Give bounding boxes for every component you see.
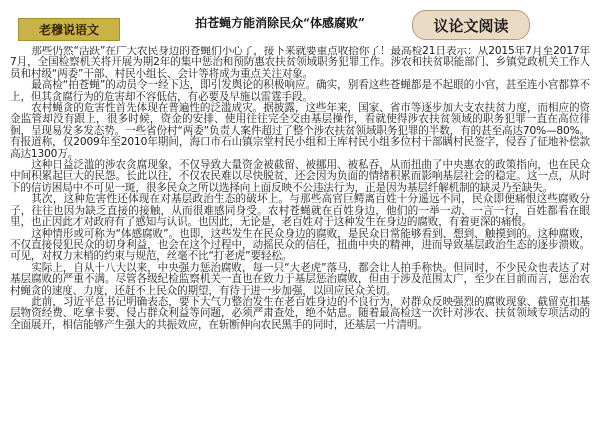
- article-title: 拍苍蝇方能消除民众“体感腐败”: [195, 16, 365, 30]
- category-badge: [412, 10, 530, 40]
- paragraph: 此前，习近平总书记明确表态，要下大气力整治发生在老百姓身边的不良行为，对群众反映强烈的腐败现象、截留克扣基层物资经费、吃拿卡要、侵占群众利益等问题，必须严肃查处，绝不姑息。随着最高检这一次针对涉农、扶贫领域专项活动的全面展开，相信能够产生强大的共振效应，在斩断伸向农民黑手的同时，还基层一片清明。: [10, 295, 590, 331]
- paragraph: 这种情形或可称为“体感腐败”。也即，这些发生在民众身边的腐败，是民众日常能够看到、想到、触摸到的。这种腐败，不仅直接侵犯民众的切身利益，也会在这个过程中，动摇民众的信任，扭曲中央的精神，进而导致基层政治生态的逐步溃败。可见，对权力末梢的约束与规范，丝毫不比“打老虎”要轻松。: [10, 227, 590, 263]
- author-badge: [18, 18, 120, 41]
- paragraph: 最高检“拍苍蝇”的动员令一经下达，即引发舆论的积极响应。确实，别看这些苍蝇都是不起眼的小官，甚至连小官都算不上，但其贪腐行为的危害却不容低估，有必要及早施以雷霆手段。: [10, 79, 590, 103]
- paragraph: 农村蝇贪的危害性首先体现在普遍性的泛滥成灾。据披露，这些年来，国家、省市等逐步加大支农扶贫力度，而相应的资金监管却没有跟上，很多时候，资金的安排、使用往往完全交由基层操作，看就使得涉农扶贫领域的职务犯罪一直在高位徘徊，呈现易发多发态势。一些省份村“两委”负责人案件超过了整个涉农扶贫领域职务犯罪的半数，有的甚至高达70%—80%。有报道称，仅2009年至2010年期间，海口市石山镇宗堂村民小组和王库村民小组多位村干部瞒村民签字，侵吞了征地补偿款高达1300万。: [10, 102, 590, 160]
- paragraph: 这种日益泛滥的涉农贪腐现象，不仅导致大量资金被截留、被挪用、被私吞，从而扭曲了中央惠农的政策指向，也在民众中间积累起巨大的民怨。长此以往，不仅农民难以尽快脱贫，还会因为负面的情绪积累而影响基层社会的稳定。这一点，从时下的信访困局中不可见一斑，很多民众之所以选择向上面反映不公违法行为，正是因为基层纤解机制的缺灵乃至缺失。: [10, 159, 590, 194]
- category-badge-label: 议论文阅读: [433, 16, 509, 35]
- paragraph: 实际上，自从十八大以来，中央强力惩治腐败，每一只“大老虎”落马，都会让人拍手称快。但同时，不少民众也表达了对基层腐败的严重不满。尽管各级纪检监察机关一直也在致力于基层惩治腐败，但由于涉及范围太广，至少在目前而言，惩治农村蝇贪的速度、力度，还赶不上民众的期望，有待于进一步加强，以回应民众关切。: [10, 261, 590, 297]
- paragraph: 那些仍然“活跃”在广大农民身边的苍蝇们小心了，接下来就要重点收拾你了！最高检21日表示：从2015年7月至2017年7月，全国检察机关将开展为期2年的集中惩治和预防惠农扶贫领域职务犯罪工作。涉农和扶贫职能部门、乡镇党政机关工作人员和村级“两委”干部、村民小组长、会计等将成为重点关注对象。: [10, 46, 590, 80]
- paragraph: 其次，这种危害性还体现在对基层政治生态的破坏上。与那些高官巨鳄离百姓十分遥远不同，民众即便痛恨这些腐败分子，往往也因为缺乏直接的接触，从而很难感同身受。农村苍蝇就在百姓身边，他们的一举一动、一言一行，百姓都看在眼里，也正因此才对政府有了感知与认识。也因此，无论是，老百姓对于这种发生在身边的腐败，有着更深的痛恨。: [10, 193, 590, 229]
- article-body: [10, 46, 590, 444]
- author-badge-label: 老穆说语文: [38, 23, 99, 37]
